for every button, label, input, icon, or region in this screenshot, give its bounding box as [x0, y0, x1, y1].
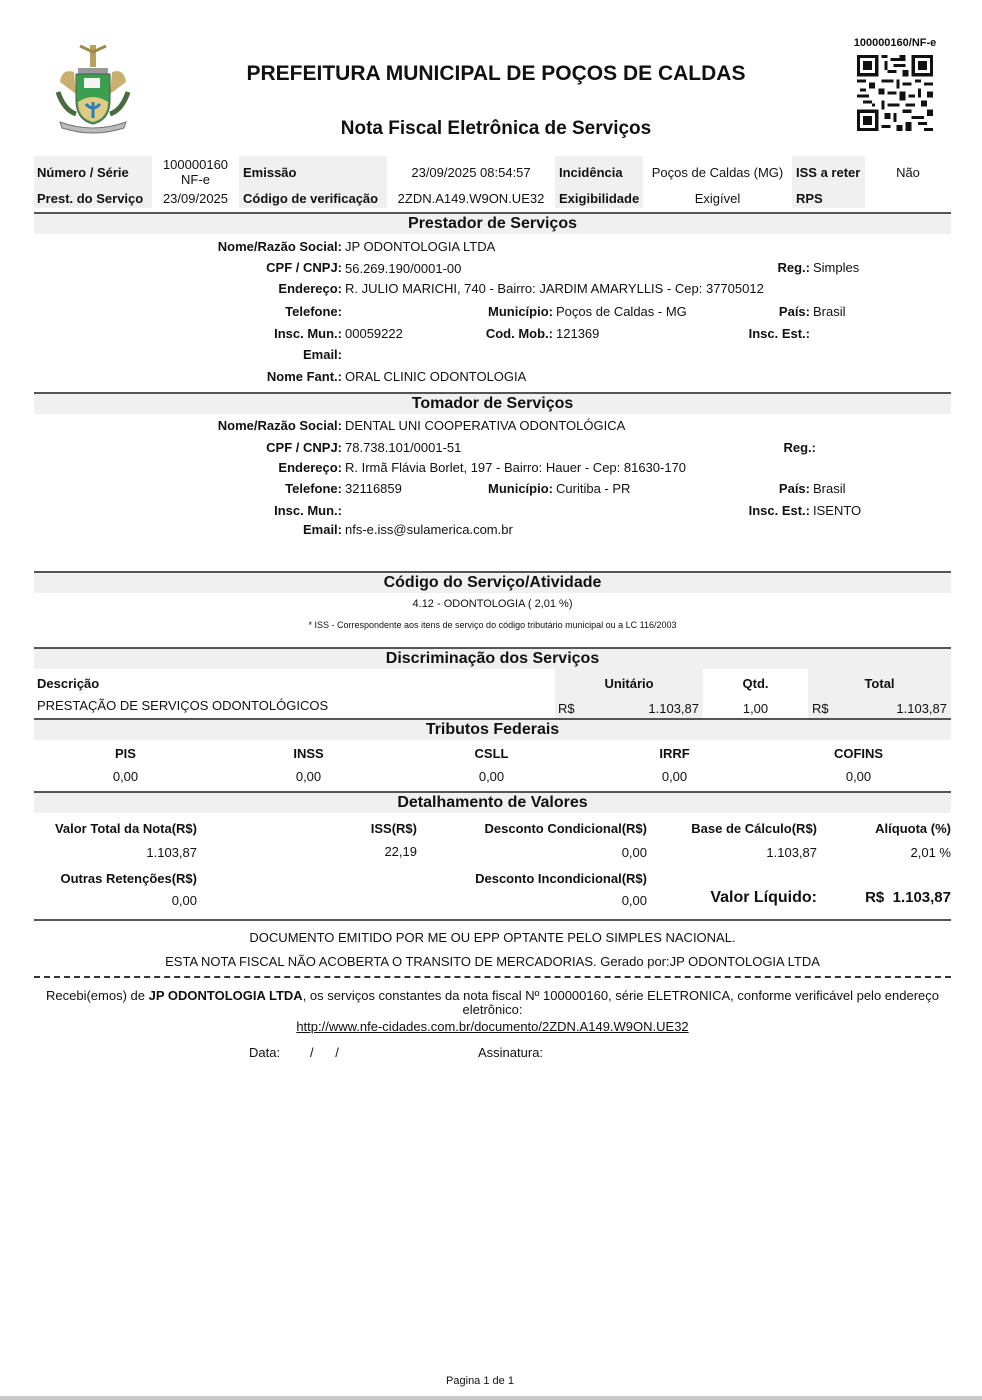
- exigibilidade-label: Exigibilidade: [559, 191, 640, 206]
- prestador-municipio-value: Poços de Caldas - MG: [556, 304, 687, 319]
- page-title: PREFEITURA MUNICIPAL DE POÇOS DE CALDAS: [246, 62, 746, 85]
- servico-nota: * ISS - Correspondente aos itens de serviço do código tributário municipal ou a LC 116/2003: [308, 620, 677, 630]
- tomador-endereco-label: Endereço:: [278, 460, 342, 475]
- prestador-cod-mob-value: 121369: [556, 326, 600, 341]
- incidencia-value: Poços de Caldas (MG): [651, 165, 784, 180]
- valor-liquido-value: R$ 1.103,87: [865, 889, 951, 906]
- header-descricao: Descrição: [37, 676, 100, 691]
- data-field: / /: [310, 1045, 339, 1060]
- prest-servico-label: Prest. do Serviço: [37, 191, 144, 206]
- row-unitario: 1.103,87: [648, 701, 699, 716]
- page-bottom-border: [0, 1396, 982, 1400]
- desconto-incondicional-label: Desconto Incondicional(R$): [475, 871, 647, 886]
- tomador-nome-label: Nome/Razão Social:: [217, 418, 342, 433]
- desconto-condicional-value: 0,00: [621, 845, 647, 860]
- tomador-insc-est-label: Insc. Est.:: [748, 503, 810, 518]
- tomador-pais-label: País:: [778, 481, 810, 496]
- valor-liquido-label: Valor Líquido:: [710, 889, 817, 906]
- tributo-pis-value: 0,00: [112, 769, 139, 784]
- prestador-endereco-value: R. JULIO MARICHI, 740 - Bairro: JARDIM AMARYLLIS - Cep: 37705012: [345, 281, 764, 296]
- row-total: 1.103,87: [896, 701, 947, 716]
- iss-label: ISS(R$): [370, 821, 417, 836]
- prestador-insc-mun-label: Insc. Mun.:: [274, 326, 342, 341]
- outras-retencoes-value: 0,00: [171, 893, 197, 908]
- tomador-email-value: nfs-e.iss@sulamerica.com.br: [345, 522, 513, 537]
- page-number: Pagina 1 de 1: [446, 1375, 514, 1387]
- prestador-insc-mun-value: 00059222: [345, 326, 403, 341]
- receipt-company: JP ODONTOLOGIA LTDA: [148, 988, 303, 1003]
- divider: [34, 919, 951, 921]
- tomador-nome-value: DENTAL UNI COOPERATIVA ODONTOLÓGICA: [345, 418, 626, 433]
- aliquota-label: Alíquota (%): [875, 821, 951, 836]
- prestador-reg-label: Reg.:: [777, 260, 810, 275]
- tributo-irrf-label: IRRF: [659, 746, 690, 761]
- qr-label: 100000160/NF-e: [853, 37, 937, 49]
- qr-code: [857, 55, 933, 131]
- prestador-title: Prestador de Serviços: [34, 214, 951, 234]
- tomador-municipio-value: Curitiba - PR: [556, 481, 631, 496]
- prestador-reg-value: Simples: [813, 260, 860, 275]
- tributo-csll-value: 0,00: [478, 769, 505, 784]
- rps-label: RPS: [796, 191, 823, 206]
- tributo-irrf-value: 0,00: [661, 769, 688, 784]
- tributo-csll-label: CSLL: [474, 746, 509, 761]
- prestador-insc-est-label: Insc. Est.:: [748, 326, 810, 341]
- iss-value: 22,19: [384, 844, 417, 859]
- tomador-cnpj-label: CPF / CNPJ:: [266, 440, 342, 455]
- prestador-cnpj-value: 56.269.190/0001-00: [345, 261, 462, 276]
- emissao-value: 23/09/2025 08:54:57: [411, 165, 531, 180]
- tomador-insc-mun-label: Insc. Mun.:: [274, 503, 342, 518]
- tomador-telefone-value: 32116859: [345, 481, 402, 496]
- tomador-title: Tomador de Serviços: [34, 394, 951, 414]
- header-unitario: Unitário: [604, 676, 654, 691]
- emissao-label: Emissão: [243, 165, 297, 180]
- coat-of-arms-logo: [52, 42, 134, 134]
- numero-serie-value: [152, 157, 239, 187]
- numero-serie-label: Número / Série: [37, 165, 129, 180]
- tomador-insc-est-value: ISENTO: [813, 503, 862, 518]
- base-calculo-label: Base de Cálculo(R$): [691, 821, 817, 836]
- iss-reter-value: Não: [896, 165, 920, 180]
- valor-total-label: Valor Total da Nota(R$): [54, 821, 197, 836]
- prestador-nome-fant-value: ORAL CLINIC ODONTOLOGIA: [345, 369, 527, 384]
- base-calculo-value: 1.103,87: [766, 845, 817, 860]
- tributo-inss-value: 0,00: [295, 769, 322, 784]
- discriminacao-title: Discriminação dos Serviços: [34, 649, 951, 669]
- header-qtd: Qtd.: [742, 676, 769, 691]
- assinatura-label: Assinatura:: [478, 1045, 544, 1060]
- header-total: Total: [864, 676, 895, 691]
- servico-title: Código do Serviço/Atividade: [34, 573, 951, 593]
- prestador-municipio-label: Município:: [488, 304, 553, 319]
- serie-value: NF-e: [181, 172, 210, 187]
- footer-transit-notice: ESTA NOTA FISCAL NÃO ACOBERTA O TRANSITO DE MERCADORIAS. Gerado por:JP ODONTOLOGIA LTDA: [165, 954, 820, 969]
- prestador-endereco-label: Endereço:: [278, 281, 342, 296]
- valores-title: Detalhamento de Valores: [34, 793, 951, 813]
- prestador-nome-fant-label: Nome Fant.:: [266, 369, 342, 384]
- tomador-reg-label: Reg.:: [783, 440, 816, 455]
- tributo-cofins-value: 0,00: [845, 769, 872, 784]
- exigibilidade-value: Exigível: [694, 191, 741, 206]
- prestador-cod-mob-label: Cod. Mob.:: [485, 326, 553, 341]
- tomador-email-label: Email:: [302, 522, 342, 537]
- tomador-cnpj-value: 78.738.101/0001-51: [345, 440, 462, 455]
- prestador-nome-value: JP ODONTOLOGIA LTDA: [345, 239, 496, 254]
- desconto-incondicional-value: 0,00: [621, 893, 647, 908]
- row-total-currency: R$: [812, 701, 829, 716]
- desconto-condicional-label: Desconto Condicional(R$): [484, 821, 647, 836]
- prestador-pais-value: Brasil: [813, 304, 846, 319]
- row-unit-currency: R$: [558, 701, 575, 716]
- valor-total-value: 1.103,87: [146, 845, 197, 860]
- prestador-pais-label: País:: [778, 304, 810, 319]
- codigo-verificacao-label: Código de verificação: [243, 191, 379, 206]
- footer-simples-notice: DOCUMENTO EMITIDO POR ME OU EPP OPTANTE PELO SIMPLES NACIONAL.: [249, 930, 736, 945]
- row-descricao: PRESTAÇÃO DE SERVIÇOS ODONTOLÓGICOS: [37, 698, 329, 713]
- tomador-telefone-label: Telefone:: [285, 481, 342, 496]
- row-qtd: 1,00: [742, 701, 769, 716]
- prest-servico-value: 23/09/2025: [162, 191, 229, 206]
- tributos-title: Tributos Federais: [34, 720, 951, 740]
- tributo-cofins-label: COFINS: [833, 746, 884, 761]
- incidencia-label: Incidência: [559, 165, 623, 180]
- verification-link[interactable]: http://www.nfe-cidades.com.br/documento/2ZDN.A149.W9ON.UE32: [296, 1019, 689, 1034]
- aliquota-value: 2,01 %: [910, 845, 951, 860]
- outras-retencoes-label: Outras Retenções(R$): [60, 871, 197, 886]
- tomador-municipio-label: Município:: [488, 481, 553, 496]
- cut-line: [34, 976, 951, 978]
- codigo-verificacao-value: 2ZDN.A149.W9ON.UE32: [397, 191, 545, 206]
- tomador-endereco-value: R. Irmã Flávia Borlet, 197 - Bairro: Hauer - Cep: 81630-170: [345, 460, 687, 475]
- data-label: Data:: [249, 1045, 281, 1060]
- tributo-inss-label: INSS: [293, 746, 324, 761]
- numero-value: 100000160: [162, 157, 229, 172]
- tributo-pis-label: PIS: [115, 746, 136, 761]
- prestador-nome-label: Nome/Razão Social:: [217, 239, 342, 254]
- receipt-text: [34, 989, 951, 1017]
- tomador-pais-value: Brasil: [813, 481, 846, 496]
- page-subtitle: Nota Fiscal Eletrônica de Serviços: [340, 118, 652, 139]
- servico-codigo: 4.12 - ODONTOLOGIA ( 2,01 %): [412, 598, 573, 610]
- receipt-prefix: Recebi(emos) de: [46, 988, 149, 1003]
- iss-reter-label: ISS a reter: [796, 165, 861, 180]
- prestador-telefone-label: Telefone:: [285, 304, 342, 319]
- prestador-cnpj-label: CPF / CNPJ:: [266, 260, 342, 275]
- receipt-suffix: , os serviços constantes da nota fiscal Nº 100000160, série ELETRONICA, conforme verificável pelo endereço eletrônico:: [302, 988, 939, 1017]
- prestador-email-label: Email:: [302, 347, 342, 362]
